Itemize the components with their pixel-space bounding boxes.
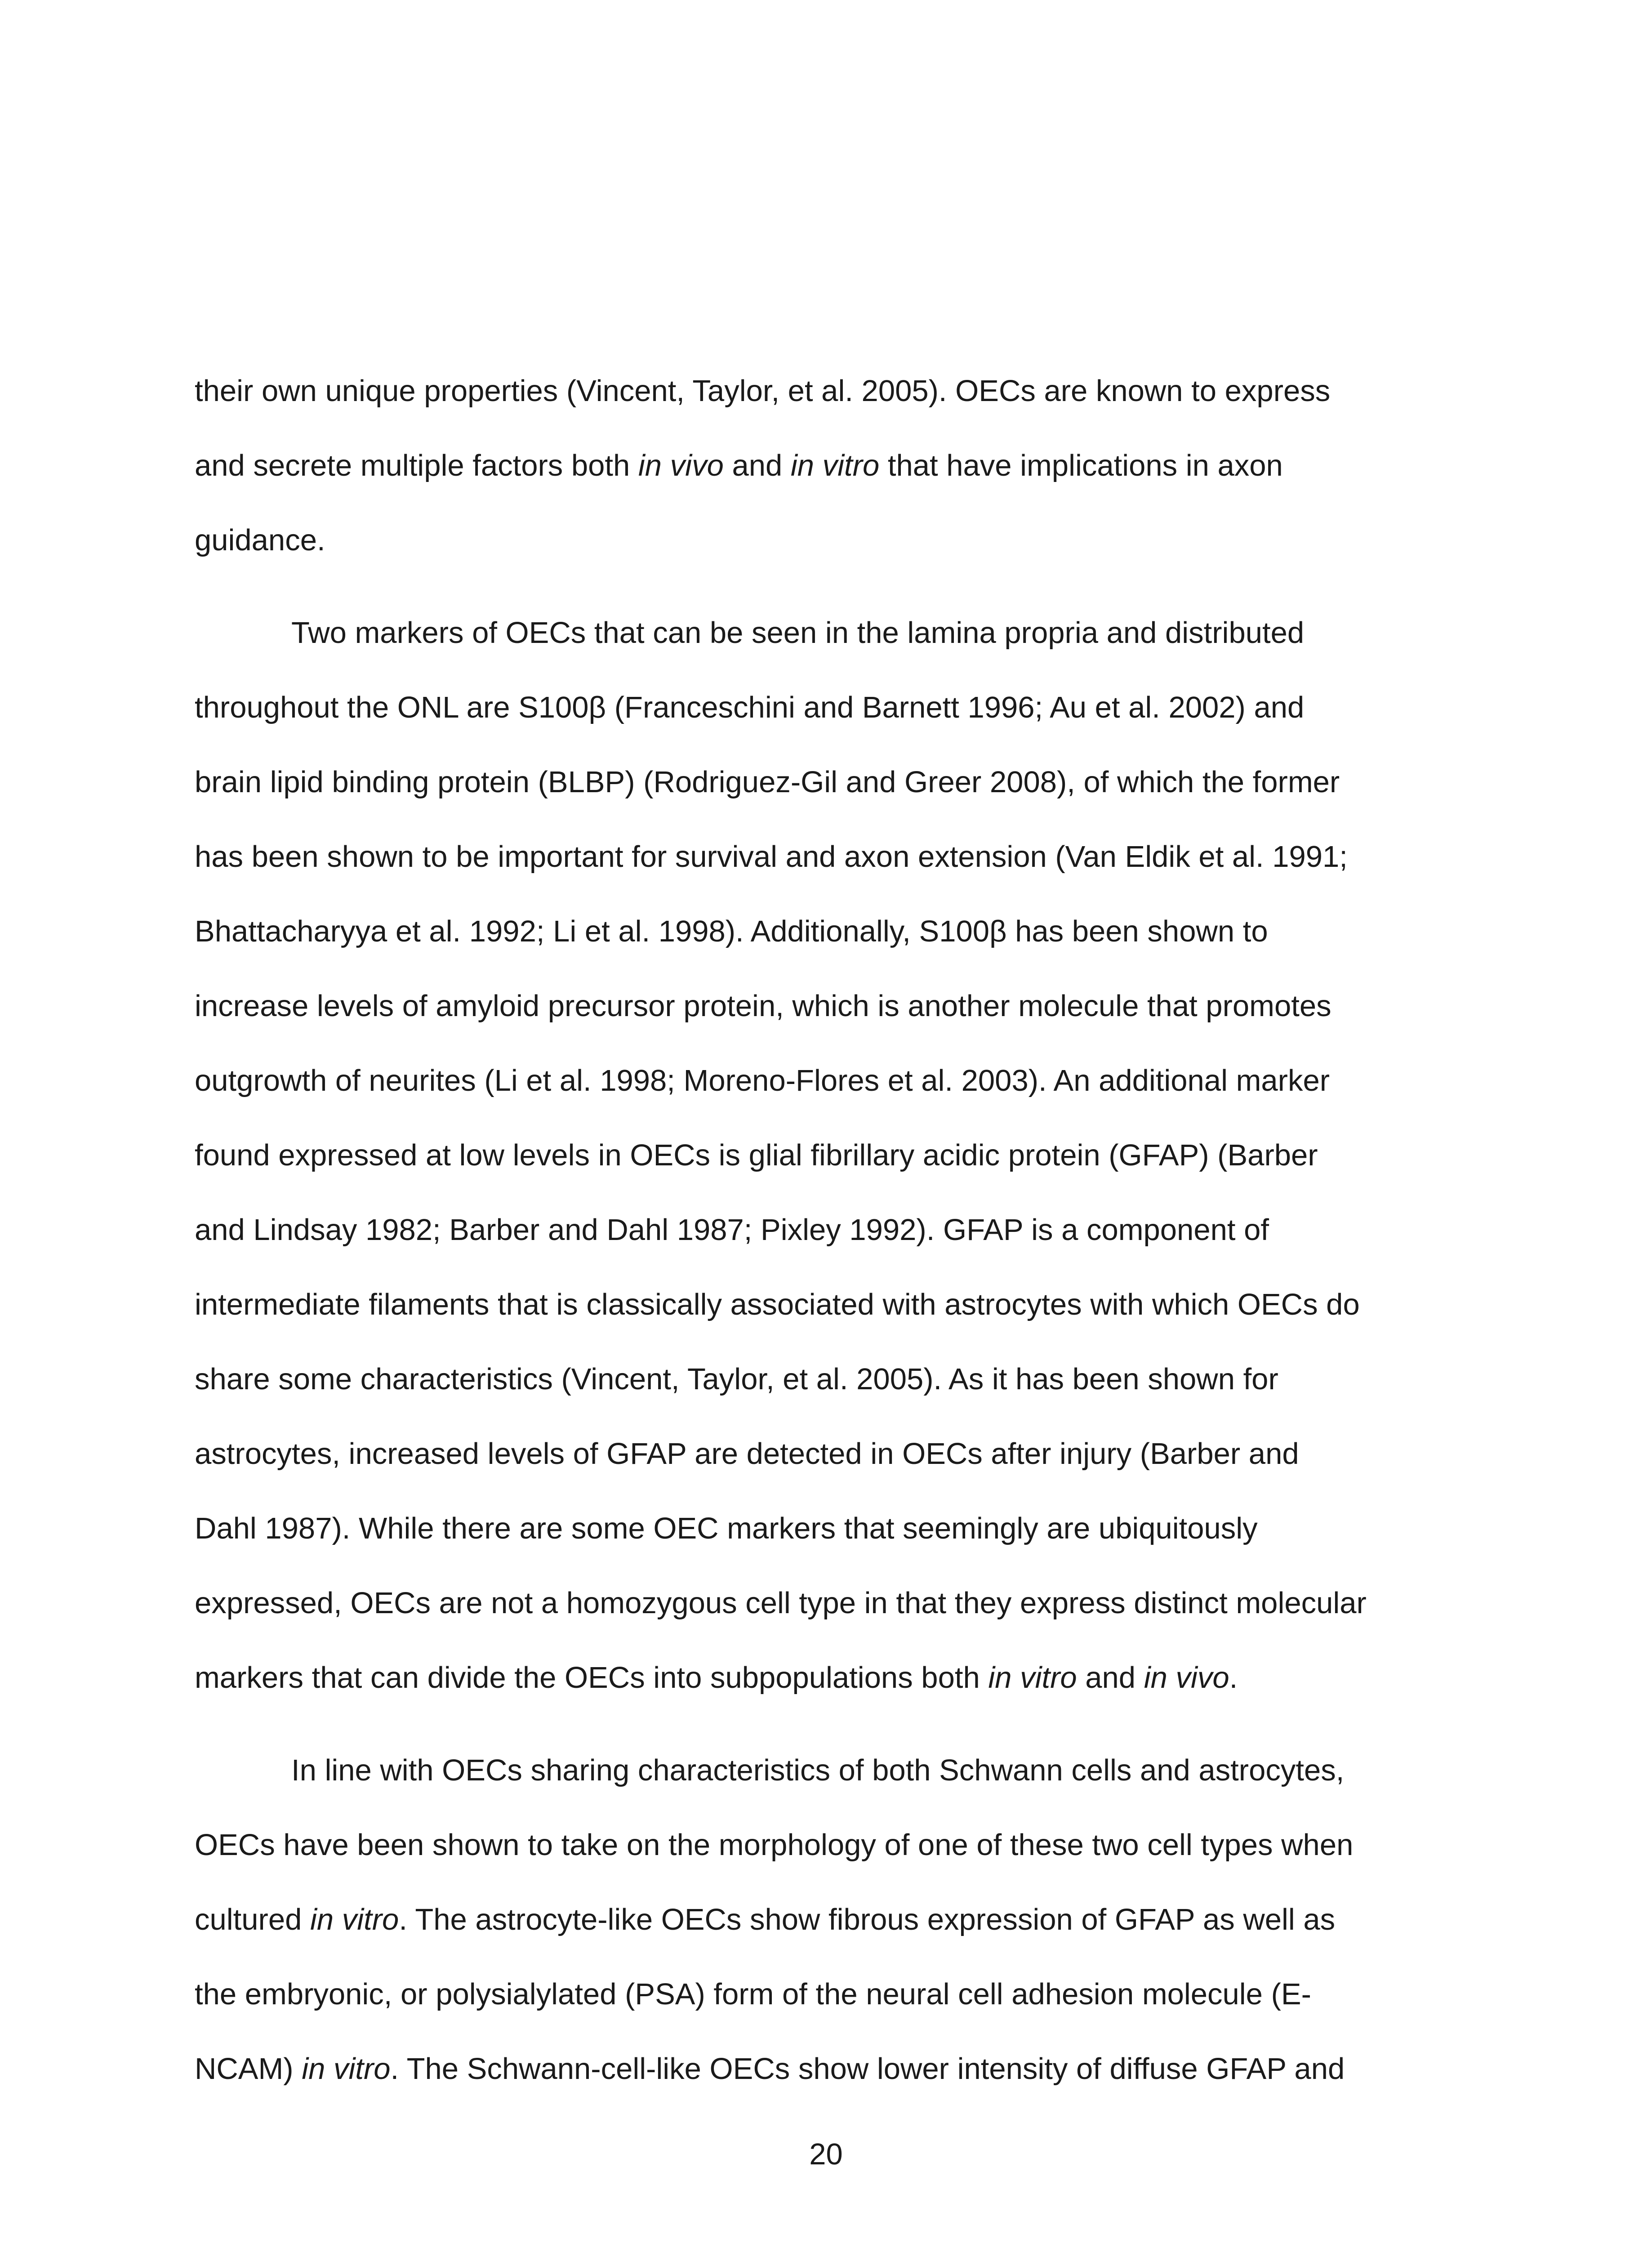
text-line <box>195 1818 1467 1893</box>
text-line <box>195 681 1467 755</box>
italic-term: in vitro <box>988 1661 1077 1695</box>
text-segment: share some characteristics (Vincent, Taylor, et al. 2005). As it has been shown for <box>195 1362 1278 1396</box>
text-segment: guidance. <box>195 523 325 557</box>
text-line <box>195 1744 1467 1818</box>
italic-term: in vitro <box>790 449 880 482</box>
text-segment: increase levels of amyloid precursor protein, which is another molecule that promotes <box>195 989 1331 1023</box>
text-line <box>195 1128 1467 1203</box>
text-segment: and Lindsay 1982; Barber and Dahl 1987; Pixley 1992). GFAP is a component of <box>195 1213 1269 1247</box>
text-segment: . The astrocyte-like OECs show fibrous expression of GFAP as well as <box>399 1903 1336 1936</box>
text-line <box>195 1967 1467 2042</box>
text-segment: outgrowth of neurites (Li et al. 1998; Moreno-Flores et al. 2003). An additional marker <box>195 1064 1330 1097</box>
text-segment: astrocytes, increased levels of GFAP are detected in OECs after injury (Barber and <box>195 1437 1299 1471</box>
text-line <box>195 1576 1467 1651</box>
paragraph <box>195 364 1467 588</box>
page-number: 20 <box>809 2137 843 2171</box>
text-line <box>195 364 1467 439</box>
text-line <box>195 1427 1467 1502</box>
body-text <box>195 364 1467 2117</box>
text-line <box>195 905 1467 979</box>
text-line <box>195 439 1467 513</box>
text-segment: Bhattacharyya et al. 1992; Li et al. 1998). Additionally, S100β has been shown to <box>195 914 1268 948</box>
text-segment: In line with OECs sharing characteristics of both Schwann cells and astrocytes, <box>291 1753 1345 1787</box>
text-line <box>195 1278 1467 1352</box>
text-line <box>195 1203 1467 1278</box>
text-line <box>195 830 1467 905</box>
text-line <box>195 1651 1467 1726</box>
text-segment: that have implications in axon <box>879 449 1283 482</box>
text-segment: OECs have been shown to take on the morphology of one of these two cell types when <box>195 1828 1354 1862</box>
italic-term: in vitro <box>302 2052 391 2086</box>
text-segment: found expressed at low levels in OECs is glial fibrillary acidic protein (GFAP) (Barber <box>195 1138 1318 1172</box>
text-segment: and <box>1077 1661 1144 1695</box>
paragraph <box>195 1744 1467 2117</box>
text-line <box>195 606 1467 681</box>
text-segment: intermediate filaments that is classically associated with astrocytes with which OECs do <box>195 1288 1360 1321</box>
text-segment: NCAM) <box>195 2052 302 2086</box>
text-segment: has been shown to be important for survival and axon extension (Van Eldik et al. 1991; <box>195 840 1348 874</box>
paragraph-gap <box>195 588 1467 606</box>
italic-term: in vivo <box>1144 1661 1229 1695</box>
text-segment: Two markers of OECs that can be seen in the lamina propria and distributed <box>291 616 1305 650</box>
text-segment: markers that can divide the OECs into subpopulations both <box>195 1661 989 1695</box>
italic-term: in vitro <box>310 1903 399 1936</box>
text-segment: Dahl 1987). While there are some OEC markers that seemingly are ubiquitously <box>195 1512 1258 1545</box>
text-segment: . <box>1229 1661 1238 1695</box>
text-segment: expressed, OECs are not a homozygous cell type in that they express distinct molecular <box>195 1586 1367 1620</box>
text-line <box>195 979 1467 1054</box>
text-line <box>195 1893 1467 1967</box>
text-segment: cultured <box>195 1903 310 1936</box>
italic-term: in vivo <box>638 449 724 482</box>
text-segment: brain lipid binding protein (BLBP) (Rodriguez-Gil and Greer 2008), of which the former <box>195 765 1340 799</box>
text-line <box>195 755 1467 830</box>
text-line <box>195 2042 1467 2117</box>
text-segment: their own unique properties (Vincent, Taylor, et al. 2005). OECs are known to express <box>195 374 1331 408</box>
text-line <box>195 513 1467 588</box>
text-segment: and <box>723 449 791 482</box>
text-segment: and secrete multiple factors both <box>195 449 638 482</box>
text-segment: . The Schwann-cell-like OECs show lower intensity of diffuse GFAP and <box>390 2052 1345 2086</box>
text-line <box>195 1502 1467 1576</box>
paragraph <box>195 606 1467 1726</box>
text-line <box>195 1352 1467 1427</box>
text-segment: the embryonic, or polysialylated (PSA) form of the neural cell adhesion molecule (E- <box>195 1977 1311 2011</box>
text-segment: throughout the ONL are S100β (Franceschini and Barnett 1996; Au et al. 2002) and <box>195 691 1305 724</box>
paragraph-gap <box>195 1726 1467 1744</box>
text-line <box>195 1054 1467 1128</box>
